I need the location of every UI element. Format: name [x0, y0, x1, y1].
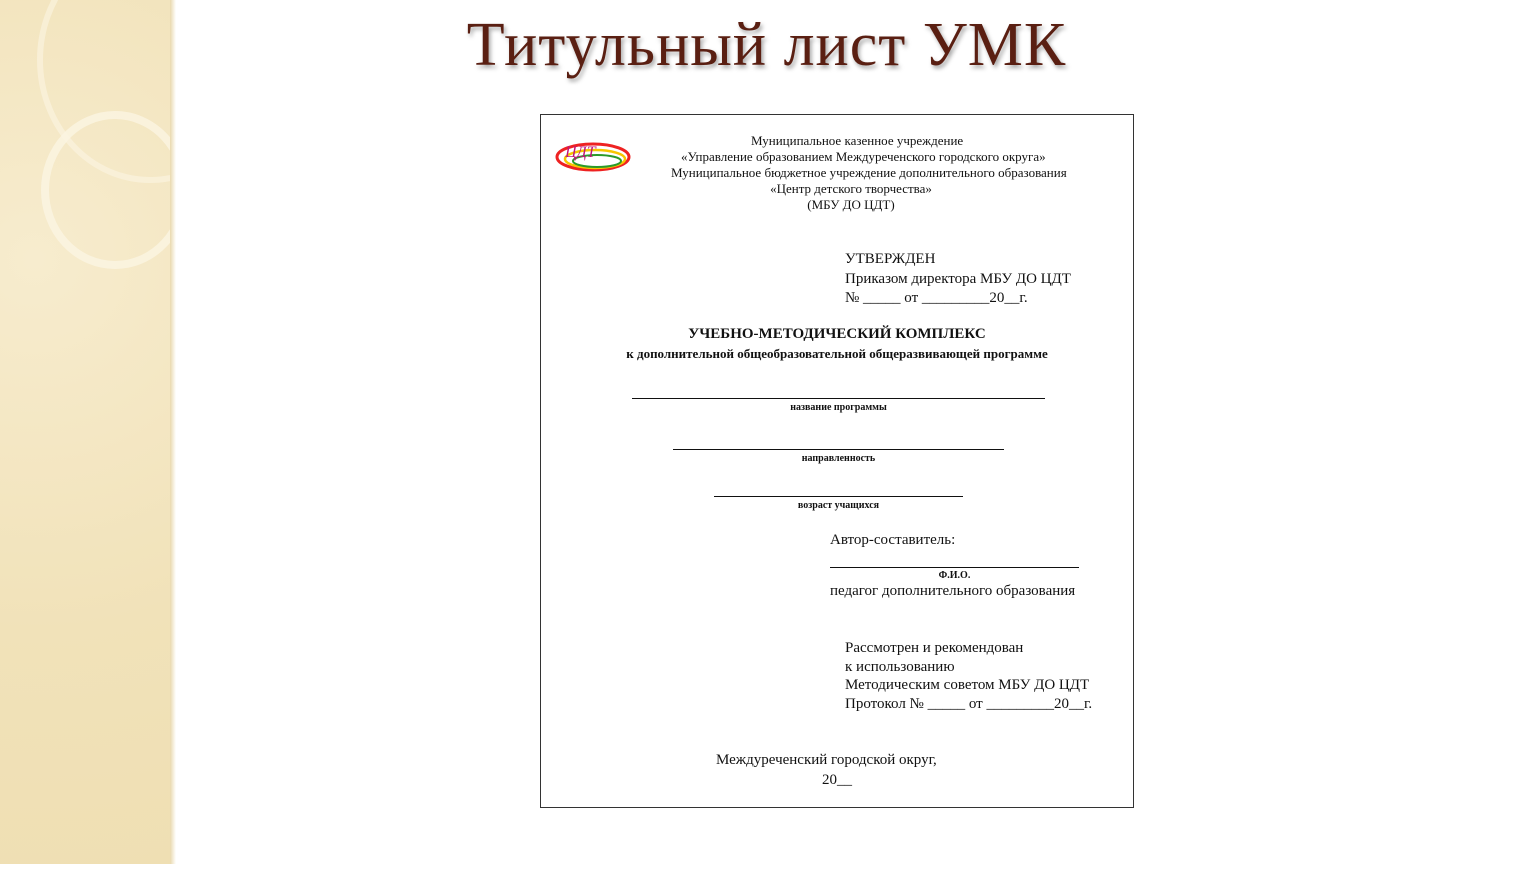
author-label: Автор-составитель: — [830, 532, 956, 548]
sidebar-edge — [170, 0, 176, 864]
decorative-sidebar — [0, 0, 171, 864]
approved-order: Приказом директора МБУ ДО ЦДТ — [845, 271, 1071, 287]
author-position: педагог дополнительного образования — [830, 583, 1076, 599]
age-caption: возраст учащихся — [797, 500, 880, 511]
review-line-2: к использованию — [845, 659, 955, 675]
footer-year: 20__ — [822, 772, 852, 788]
header-line-5: (МБУ ДО ЦДТ) — [807, 197, 895, 212]
direction-caption: направленность — [801, 453, 876, 464]
title-page-document — [540, 114, 1134, 808]
program-name-caption: название программы — [790, 402, 887, 413]
author-fio-line — [830, 567, 1079, 568]
header-line-4: «Центр детского творчества» — [770, 181, 932, 196]
review-protocol: Протокол № _____ от _________20__г. — [845, 696, 1093, 712]
direction-line — [673, 449, 1004, 450]
review-line-1: Рассмотрен и рекомендован — [845, 640, 1024, 656]
approved-number-date: № _____ от _________20__г. — [845, 290, 1028, 306]
sidebar-swirl-decoration — [0, 0, 170, 864]
svg-text:ЦДТ: ЦДТ — [565, 144, 596, 161]
author-fio-caption: Ф.И.О. — [938, 570, 971, 581]
header-line-3: Муниципальное бюджетное учреждение дополнительного образования — [671, 165, 1067, 180]
main-title: УЧЕБНО-МЕТОДИЧЕСКИЙ КОМПЛЕКС — [688, 326, 986, 342]
footer-city: Междуреченский городской округ, — [716, 752, 937, 768]
header-line-1: Муниципальное казенное учреждение — [751, 133, 964, 148]
program-name-line — [632, 398, 1045, 399]
approved-title: УТВЕРЖДЕН — [845, 251, 936, 267]
cdt-logo — [555, 137, 633, 173]
slide-title: Титульный лист УМК — [466, 11, 1067, 79]
review-line-3: Методическим советом МБУ ДО ЦДТ — [845, 677, 1090, 693]
header-line-2: «Управление образованием Междуреченского городского округа» — [681, 149, 1046, 164]
subtitle: к дополнительной общеобразовательной общеразвивающей программе — [626, 346, 1048, 361]
age-line — [714, 496, 963, 497]
